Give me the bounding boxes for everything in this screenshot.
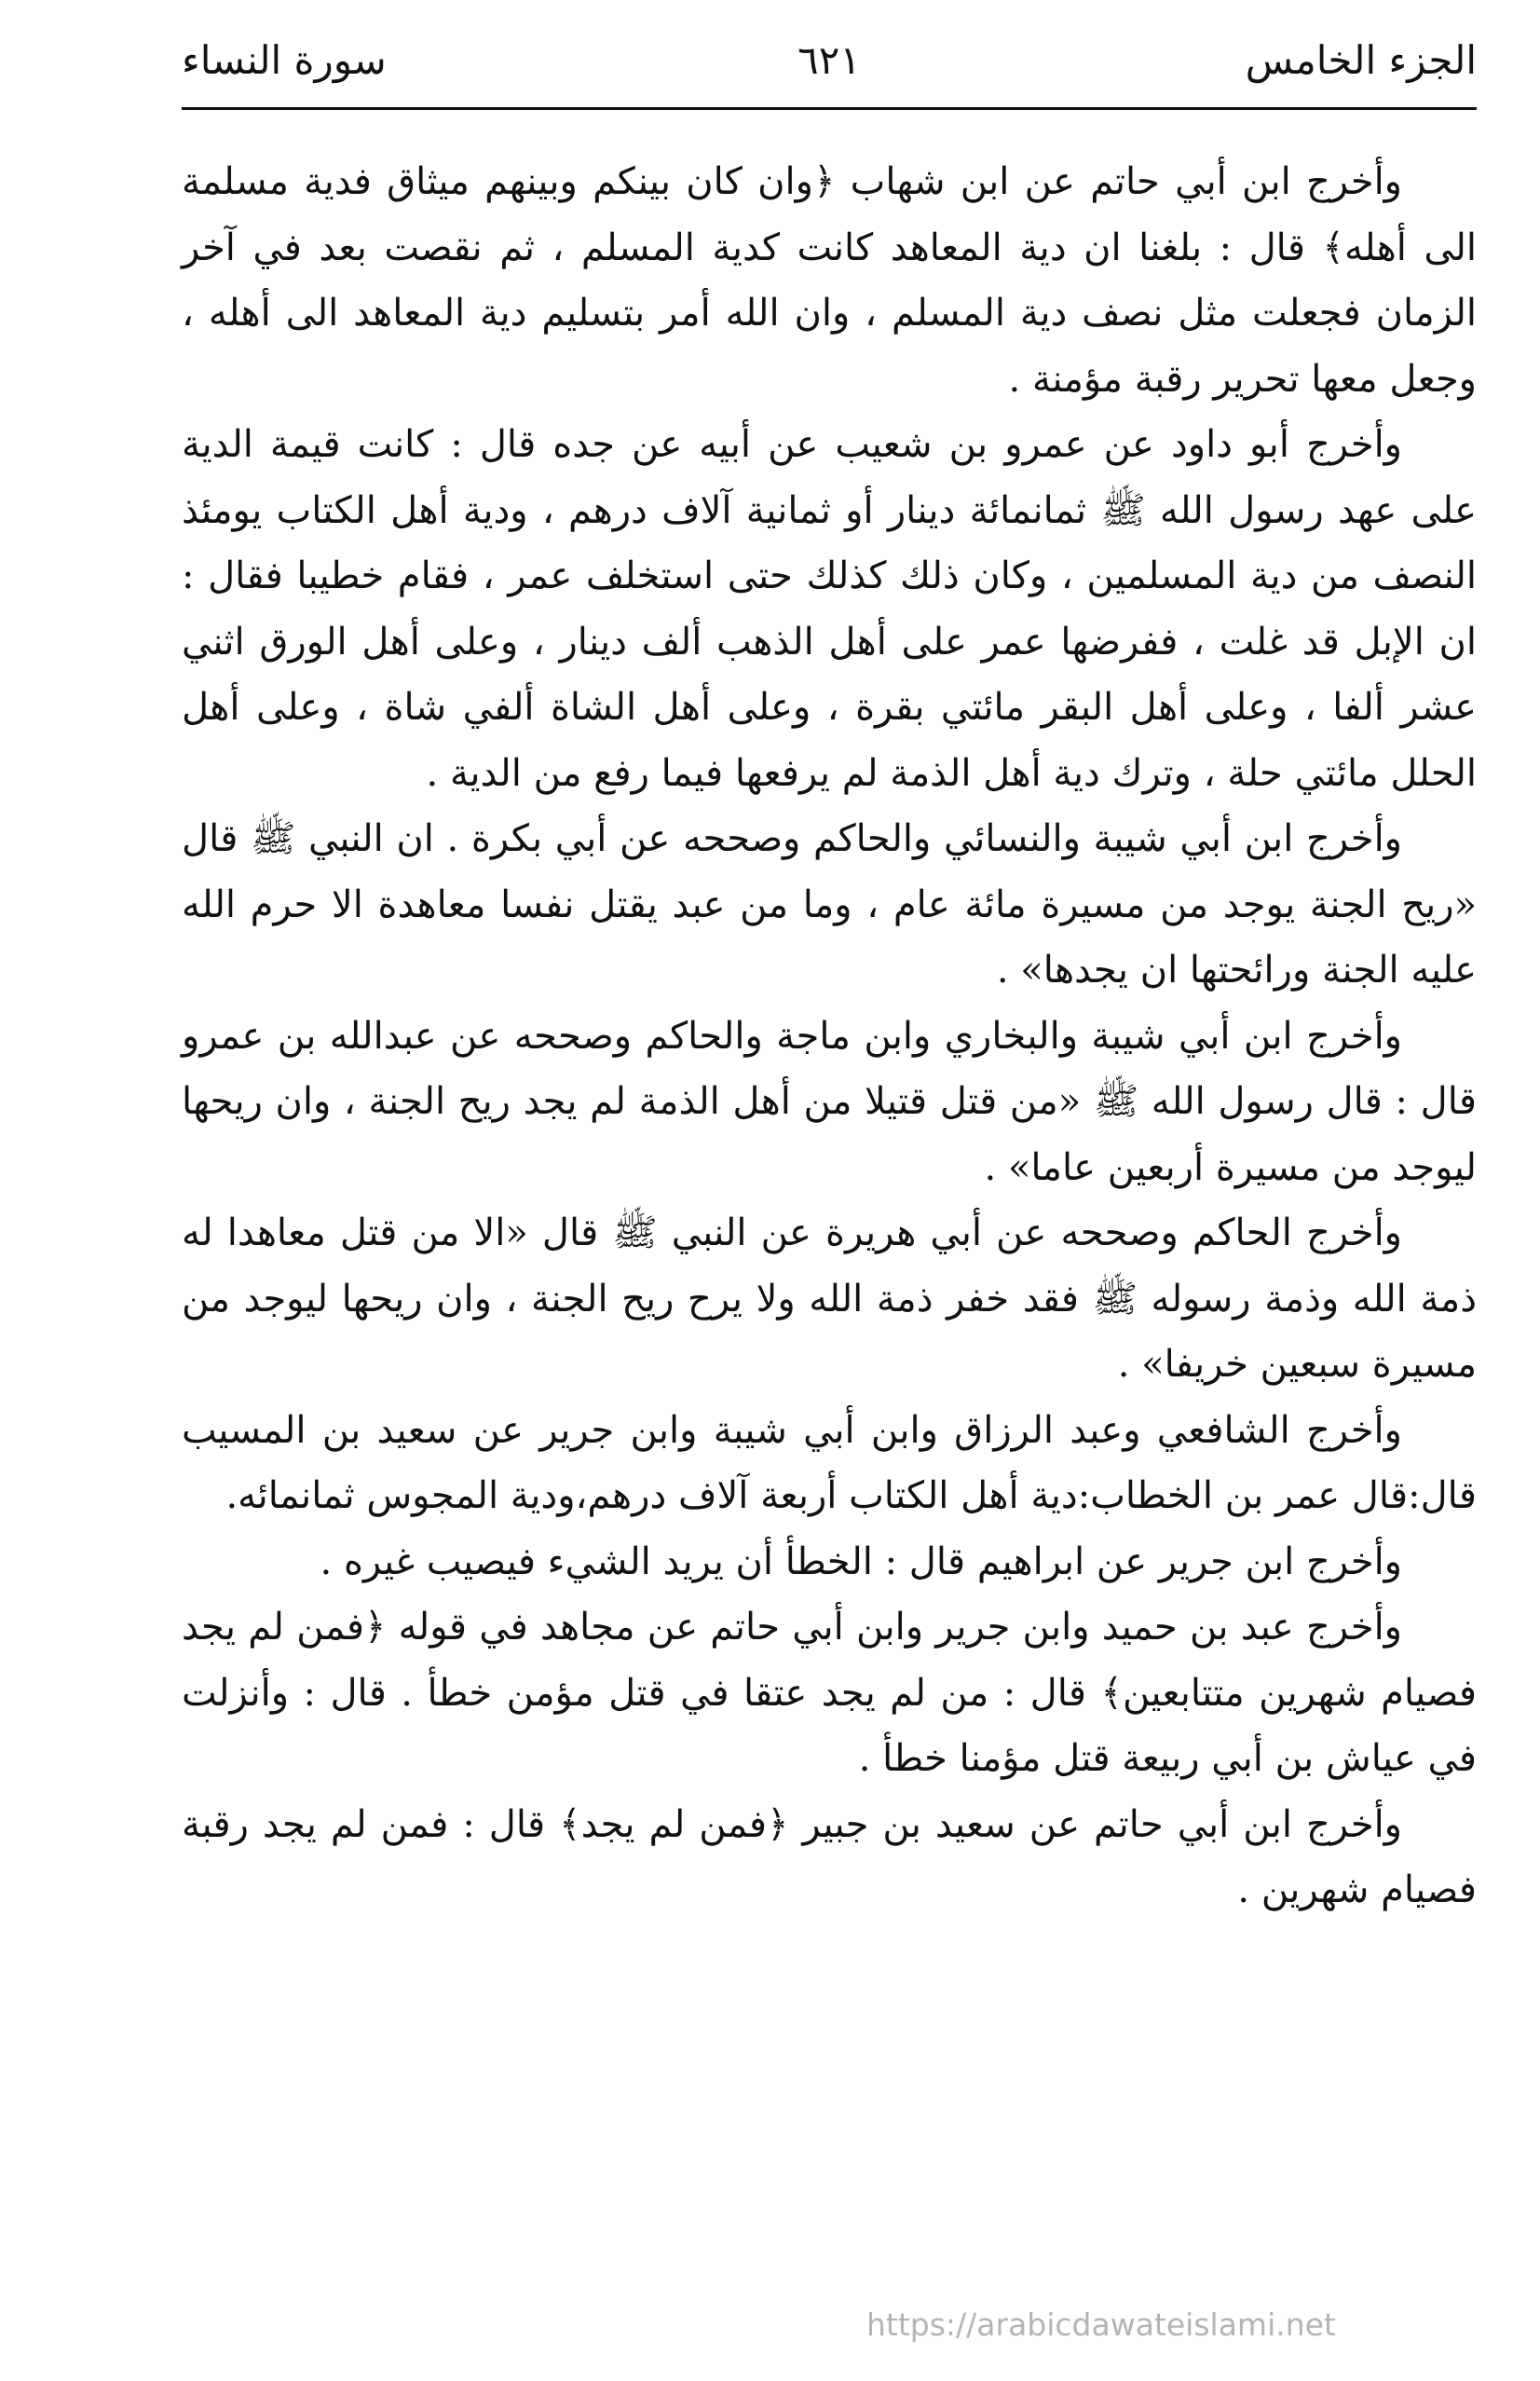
watermark-url: https://arabicdawateislami.net — [866, 2306, 1336, 2343]
paragraph-said-ibn-jubayr: وأخرج ابن أبي حاتم عن سعيد بن جبير ﴿فمن لم يجد﴾ قال : فمن لم يجد رقبة فصيام شهرين . — [182, 1802, 1477, 1911]
paragraph-said-ibn-musayyib: وأخرج الشافعي وعبد الرزاق وابن أبي شيبة وابن جرير عن سعيد بن المسيب قال:قال عمر بن الخطاب:دية أهل الكتاب أربعة آلاف درهم،ودية المجوس ثمانمائه. — [182, 1408, 1477, 1517]
paragraph-ibn-shihab: وأخرج ابن أبي حاتم عن ابن شهاب ﴿وان كان بينكم وبينهم ميثاق فدية مسلمة الى أهله﴾ قال : بلغنا ان دية المعاهد كانت كدية المسلم ، ثم نقصت بعد في آخر الزمان فجعلت مثل نصف دية المسلم ، وان الله أمر بتسليم دية المعاهد الى أهله ، وجعل معها تحرير رقبة مؤمنة . — [182, 160, 1477, 401]
paragraph-abdullah-ibn-amr: وأخرج ابن أبي شيبة والبخاري وابن ماجة والحاكم وصححه عن عبدالله بن عمرو قال : قال رسول الله ﷺ «من قتل قتيلا من أهل الذمة لم يجد ريح الجنة ، وان ريحها ليوجد من مسيرة أربعين عاما» . — [182, 1014, 1477, 1189]
page-header — [182, 28, 1477, 93]
paragraph-abu-bakra: وأخرج ابن أبي شيبة والنسائي والحاكم وصححه عن أبي بكرة . ان النبي ﷺ قال «ريح الجنة يوجد من مسيرة مائة عام ، وما من عبد يقتل نفسا معاهدة الا حرم الله عليه الجنة ورائحتها ان يجدها» . — [182, 817, 1477, 992]
paragraph-mujahid: وأخرج عبد بن حميد وابن جرير وابن أبي حاتم عن مجاهد في قوله ﴿فمن لم يجد فصيام شهرين متتابعين﴾ قال : من لم يجد عتقا في قتل مؤمن خطأ . قال : وأنزلت في عياش بن أبي ربيعة قتل مؤمنا خطأ . — [182, 1606, 1477, 1780]
header-divider — [182, 107, 1477, 110]
paragraph-ibrahim: وأخرج ابن جرير عن ابراهيم قال : الخطأ أن يريد الشيء فيصيب غيره . — [320, 1539, 1402, 1583]
page-body — [182, 149, 1477, 1923]
paragraph-abu-hurayra: وأخرج الحاكم وصححه عن أبي هريرة عن النبي ﷺ قال «الا من قتل معاهدا له ذمة الله وذمة رسوله ﷺ فقد خفر ذمة الله ولا يرح ريح الجنة ، وان ريحها ليوجد من مسيرة سبعين خريفا» . — [182, 1211, 1478, 1386]
paragraph-abu-dawud: وأخرج أبو داود عن عمرو بن شعيب عن أبيه عن جده قال : كانت قيمة الدية على عهد رسول الله ﷺ ثمانمائة دينار أو ثمانية آلاف درهم ، ودية أهل الكتاب يومئذ النصف من دية المسلمين ، وكان ذلك كذلك حتى استخلف عمر ، فقام خطيبا فقال : ان الإبل قد غلت ، ففرضها عمر على أهل الذهب ألف دينار ، وعلى أهل الورق اثني عشر ألفا ، وعلى أهل البقر مائتي بقرة ، وعلى أهل الشاة ألفي شاة ، وعلى أهل الحلل مائتي حلة ، وترك دية أهل الذمة لم يرفعها فيما رفع من الدية . — [182, 423, 1477, 795]
page-number: ٦٢١ — [797, 37, 861, 83]
part-title: الجزء الخامس — [1245, 37, 1477, 83]
surah-title: سورة النساء — [182, 37, 387, 83]
